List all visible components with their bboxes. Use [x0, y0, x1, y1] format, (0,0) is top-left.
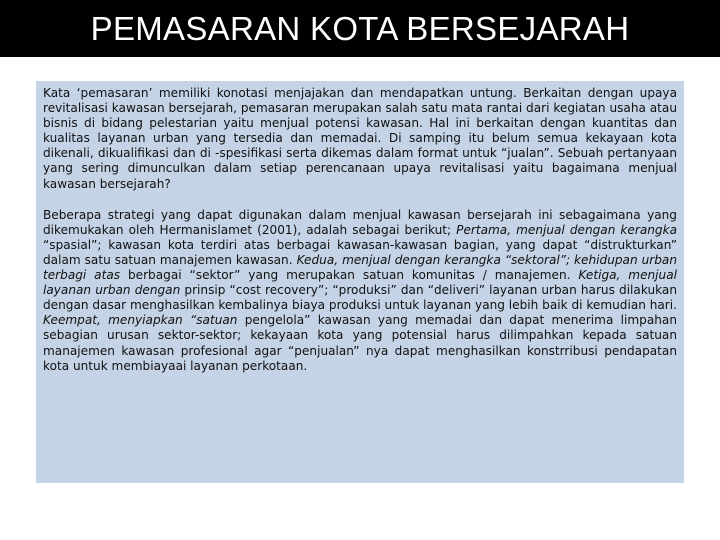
paragraph-intro: Kata ‘pemasaran’ memiliki konotasi menjajakan dan mendapatkan untung. Berkaitan dengan upaya revitalisasi kawasan bersejarah, pemasaran merupakan salah satu mata rantai dari kegiatan usaha atau bisnis di bidang pelestarian yaitu menjual potensi kawasan. Hal ini berkaitan dengan kuantitas dan kualitas layanan urban yang tersedia dan memadai. Di samping itu belum semua kekayaan kota dikenali, dikualifikasi dan di -spesifikasi serta dikemas dalam format untuk “jualan”. Sebuah pertanyaan yang sering dimunculkan dalam setiap perencanaan upaya revitalisasi yaitu bagaimana menjual kawasan bersejarah?	[43, 86, 677, 191]
strategies-intro: Beberapa strategi yang dapat digunakan dalam menjual kawasan bersejarah ini sebagaimana yang dikemukakan oleh Hermanislamet (2001), adalah sebagai berikut;	[43, 207, 677, 237]
slide-title: PEMASARAN KOTA BERSEJARAH	[90, 9, 630, 47]
strategy-2-text: berbagai “sektor” yang merupakan satuan komunitas / manajemen.	[127, 268, 571, 283]
strategy-4-heading: Keempat, menyiapkan “satuan	[43, 313, 238, 328]
content-box	[36, 81, 684, 483]
strategy-2-heading: Kedua, menjual dengan kerangka “sektoral”; kehidupan urban terbagi atas	[43, 252, 677, 283]
paragraph-strategies	[43, 208, 677, 374]
strategy-3-text: prinsip “cost recovery”; “produksi” dan “deliveri” layanan urban harus dilakukan dengan dasar menghasilkan kembalinya biaya produksi untuk layanan yang lebih baik di kemudian hari.	[43, 283, 677, 313]
slide-title-bar	[0, 0, 720, 57]
strategy-1-text: “spasial”; kawasan kota terdiri atas berbagai kawasan-kawasan bagian, yang dapat “distrukturkan” dalam satu satuan manajemen kawasan.	[43, 237, 677, 267]
strategy-3-heading: Ketiga, menjual layanan urban dengan	[43, 268, 677, 298]
strategy-4-text: pengelola” kawasan yang memadai dan dapat menerima limpahan sebagian urusan sektor-sektor; kekayaan kota yang potensial harus dilimpahkan kepada satuan manajemen kawasan profesional agar “penjualan” nya dapat menghasilkan konstrribusi pendapatan kota untuk membiayaai layanan perkotaan.	[43, 313, 677, 373]
strategy-1-heading: Pertama, menjual dengan kerangka	[456, 222, 677, 237]
